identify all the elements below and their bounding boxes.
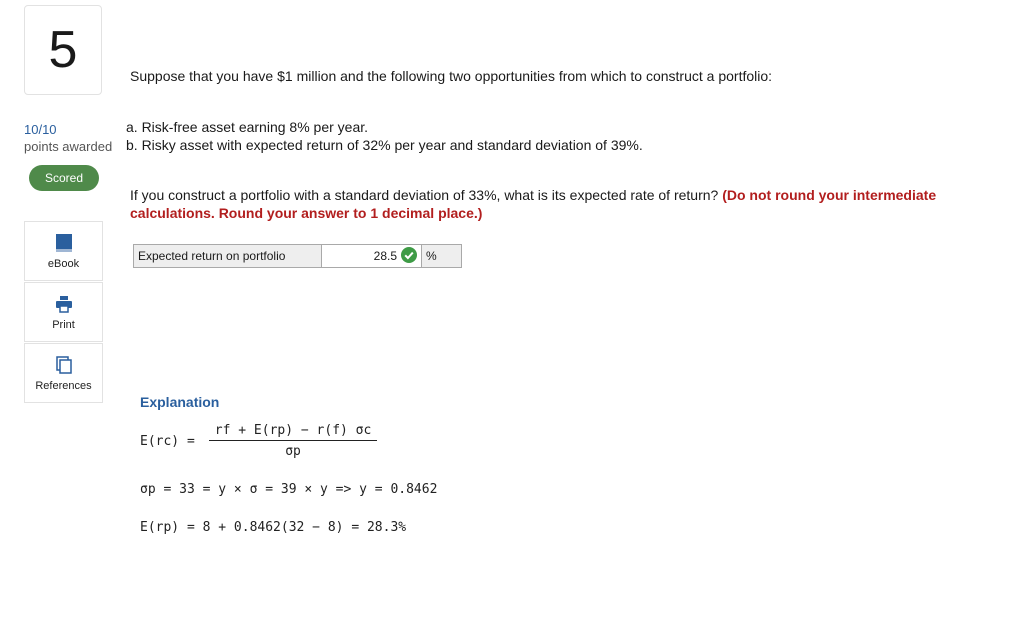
- ebook-label: eBook: [47, 258, 80, 270]
- explanation-title: Explanation: [140, 394, 220, 410]
- points-value: 10/10: [24, 122, 57, 137]
- option-a: a. Risk-free asset earning 8% per year.: [126, 119, 369, 135]
- explanation-line-3: E(rp) = 8 + 0.8462(32 − 8) = 28.3%: [140, 520, 407, 535]
- answer-input[interactable]: [322, 245, 422, 267]
- option-b: b. Risky asset with expected return of 32% per year and standard deviation of 39%.: [126, 137, 643, 153]
- formula-numerator: rf + E(rp) − r(f) σc: [209, 423, 378, 441]
- ebook-button[interactable]: [24, 221, 103, 281]
- answer-value: 28.5: [373, 249, 397, 263]
- question-instruction: (Do not round your intermediate calculations. Round your answer to 1 decimal place.): [130, 187, 937, 221]
- points-label: points awarded: [24, 139, 113, 154]
- question-prompt: If you construct a portfolio with a standard deviation of 33%, what is its expected rate of return?: [130, 187, 719, 203]
- print-button[interactable]: [24, 282, 103, 342]
- scored-badge: Scored: [29, 165, 99, 191]
- references-button[interactable]: [24, 343, 103, 403]
- formula-lhs: E(rc) =: [140, 433, 195, 449]
- score-block: [24, 121, 112, 155]
- book-icon: [55, 232, 73, 254]
- tool-panel: [24, 221, 103, 404]
- printer-icon: [55, 293, 73, 315]
- problem-intro: Suppose that you have $1 million and the following two opportunities from which to construct a portfolio:: [130, 68, 773, 84]
- references-icon: [55, 354, 73, 376]
- answer-unit: %: [422, 245, 461, 267]
- answer-label: Expected return on portfolio: [134, 245, 322, 267]
- formula-denominator: σp: [285, 444, 301, 459]
- answer-row: [133, 244, 462, 268]
- question-number: 5: [24, 5, 102, 95]
- explanation-line-2: σp = 33 = y × σ = 39 × y => y = 0.8462: [140, 482, 438, 497]
- check-circle-icon: [401, 247, 417, 266]
- option-list: [126, 118, 643, 154]
- print-label: Print: [52, 319, 75, 331]
- references-label: References: [35, 380, 92, 392]
- formula-fraction: [209, 423, 378, 459]
- question-text: [130, 186, 1010, 222]
- formula-erc: [140, 423, 377, 459]
